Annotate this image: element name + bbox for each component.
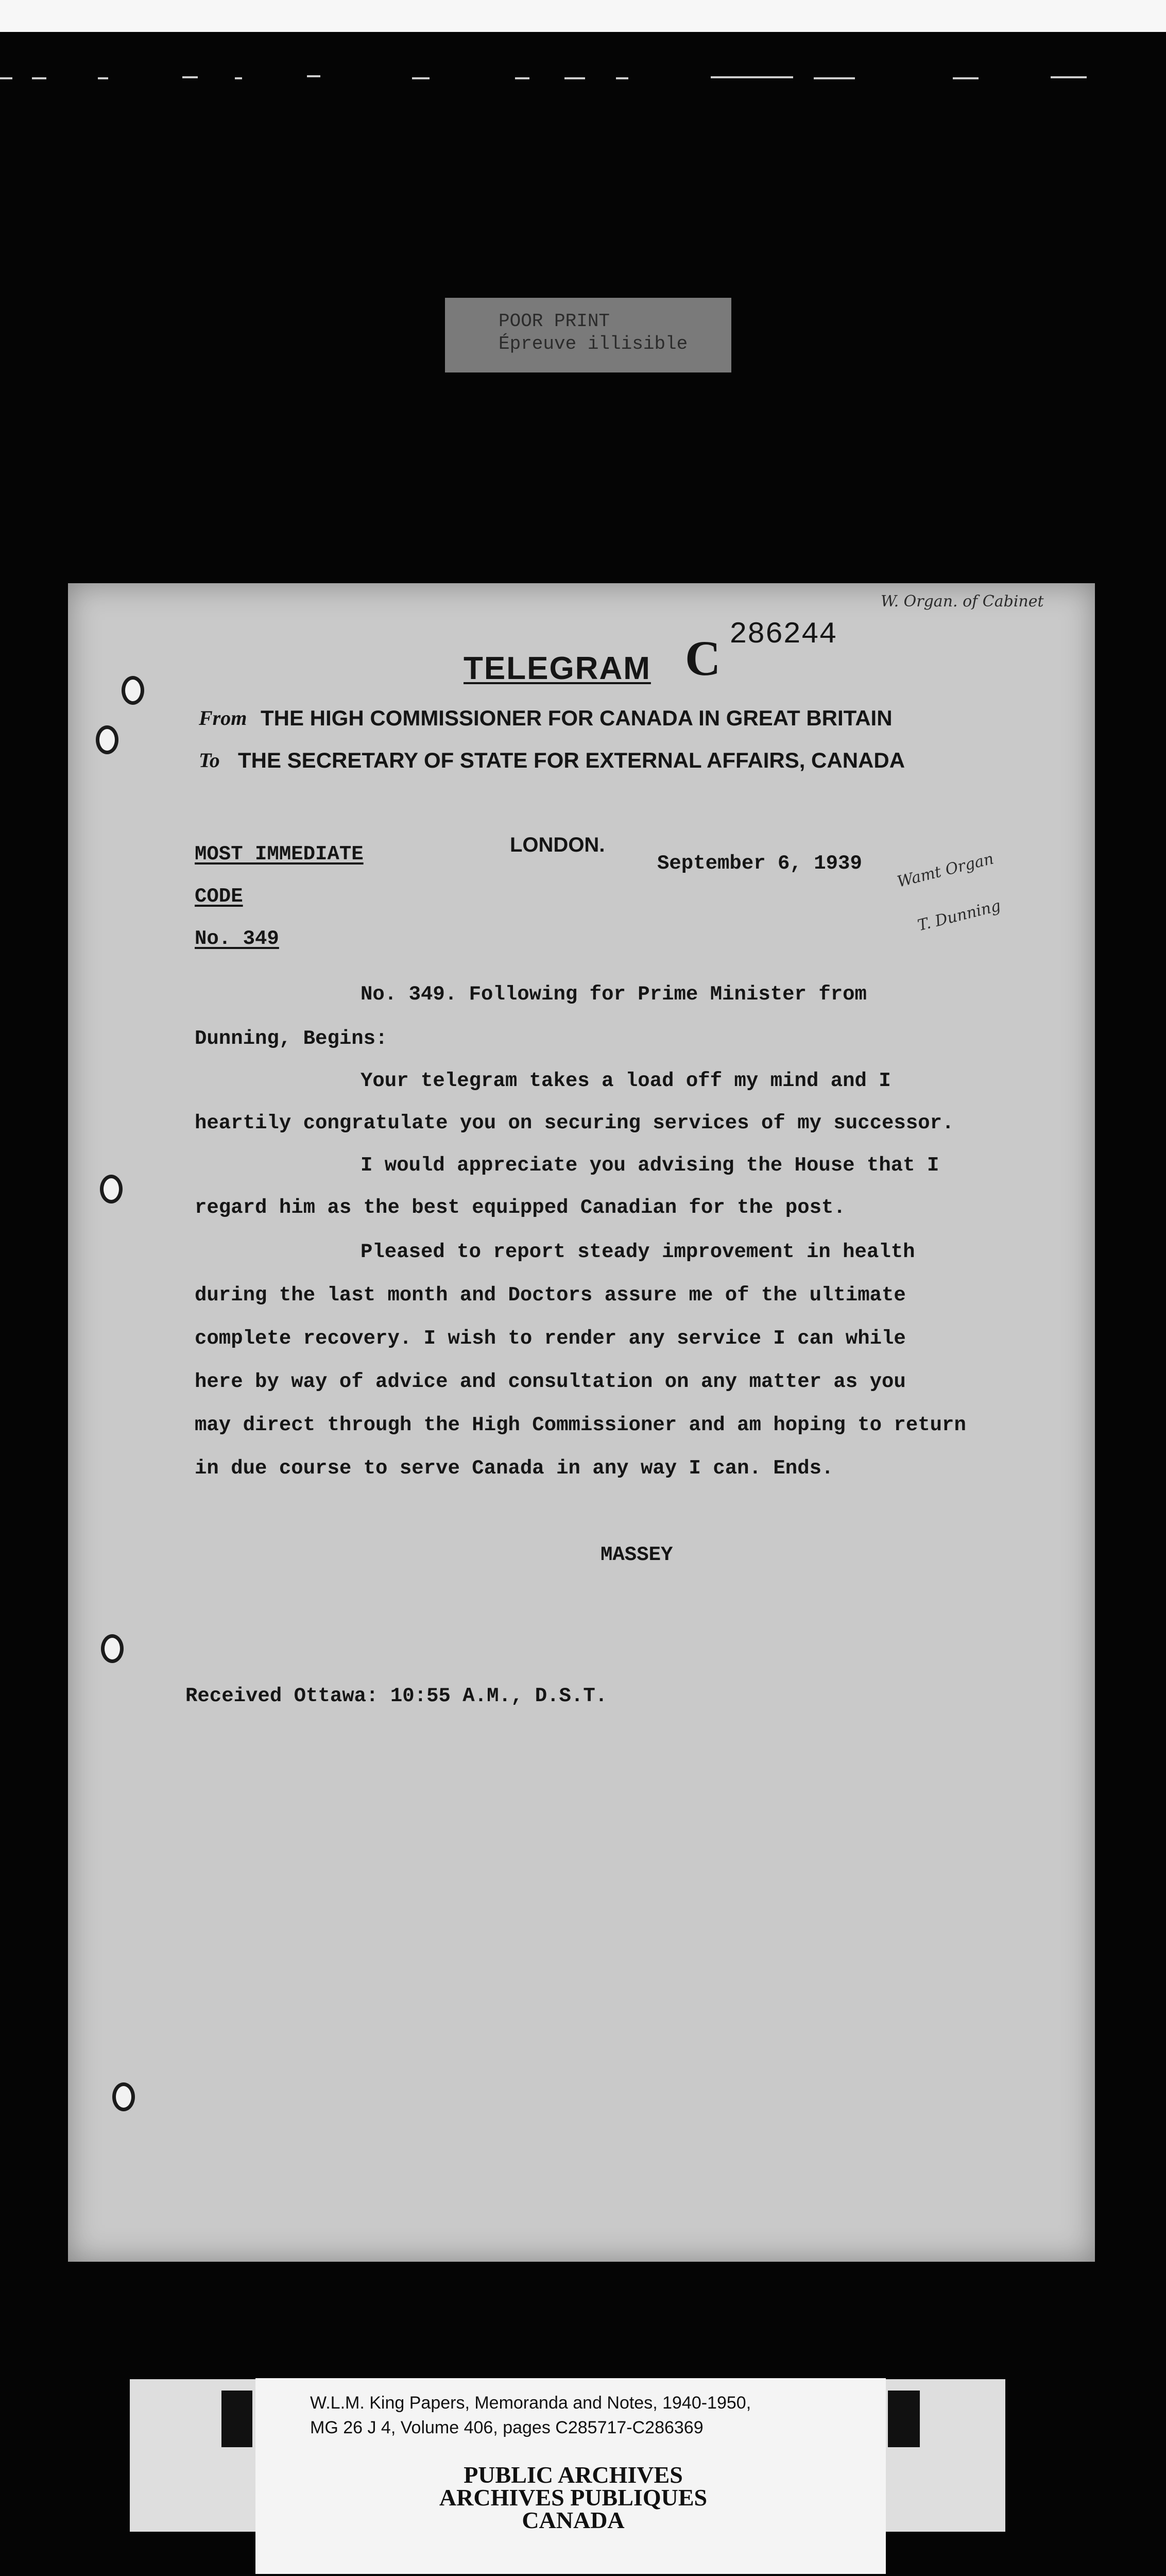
archive-reference-line2: MG 26 J 4, Volume 406, pages C285717-C286369 [310, 2418, 704, 2437]
stamp-shadow-right [888, 2391, 920, 2447]
telegram-title: TELEGRAM [464, 651, 651, 686]
punch-hole [100, 1175, 123, 1204]
archive-name-en: PUBLIC ARCHIVES [464, 2462, 683, 2488]
stamp-letter: C [685, 631, 721, 686]
corner-annotation: W. Organ. of Cabinet [881, 592, 1044, 611]
stamp-shadow-left [221, 2391, 252, 2447]
body-line: heartily congratulate you on securing services of my successor. [195, 1112, 954, 1134]
archive-reference-line1: W.L.M. King Papers, Memoranda and Notes, 1940-1950, [310, 2393, 751, 2413]
body-line: Your telegram takes a load off my mind and I [361, 1070, 891, 1092]
received-time: Received Ottawa: 10:55 A.M., D.S.T. [185, 1685, 608, 1707]
body-line: regard him as the best equipped Canadian for the post. [195, 1196, 846, 1219]
punch-hole [112, 2082, 135, 2111]
scan-top-border [0, 0, 1166, 32]
poor-print-slip [445, 298, 731, 372]
body-line: Dunning, Begins: [195, 1027, 388, 1050]
slip-line-en: POOR PRINT [499, 311, 610, 332]
body-line: complete recovery. I wish to render any service I can while [195, 1327, 906, 1350]
margin-note-line1: Wamt Organ [895, 850, 996, 891]
body-line: here by way of advice and consultation on any matter as you [195, 1370, 906, 1393]
from-label: From [199, 706, 247, 730]
place-of-origin: LONDON. [510, 834, 605, 856]
body-line: during the last month and Doctors assure me of the ultimate [195, 1284, 906, 1307]
document-number: 286244 [729, 618, 837, 652]
archive-country: CANADA [522, 2507, 625, 2533]
body-line: No. 349. Following for Prime Minister from [361, 983, 867, 1006]
reference-number: No. 349 [195, 927, 279, 950]
telegram-date: September 6, 1939 [657, 852, 862, 875]
priority-label: MOST IMMEDIATE [195, 843, 364, 866]
body-line: may direct through the High Commissioner and am hoping to return [195, 1414, 966, 1436]
archive-reference [310, 2391, 751, 2440]
from-text: THE HIGH COMMISSIONER FOR CANADA IN GREAT BRITAIN [261, 706, 893, 730]
punch-hole [101, 1634, 124, 1663]
body-line: Pleased to report steady improvement in health [361, 1241, 915, 1263]
to-label: To [199, 749, 220, 772]
punch-hole [96, 725, 118, 754]
code-label: CODE [195, 885, 243, 908]
signature: MASSEY [601, 1544, 673, 1566]
body-line: I would appreciate you advising the House that I [361, 1154, 939, 1177]
punch-hole [122, 676, 144, 705]
margin-note-line2: T. Dunning [916, 896, 1003, 935]
body-line: in due course to serve Canada in any way I can. Ends. [195, 1457, 834, 1480]
slip-line-fr: Épreuve illisible [499, 333, 688, 354]
to-text: THE SECRETARY OF STATE FOR EXTERNAL AFFAIRS, CANADA [238, 748, 905, 772]
archive-name-fr: ARCHIVES PUBLIQUES [439, 2484, 708, 2511]
